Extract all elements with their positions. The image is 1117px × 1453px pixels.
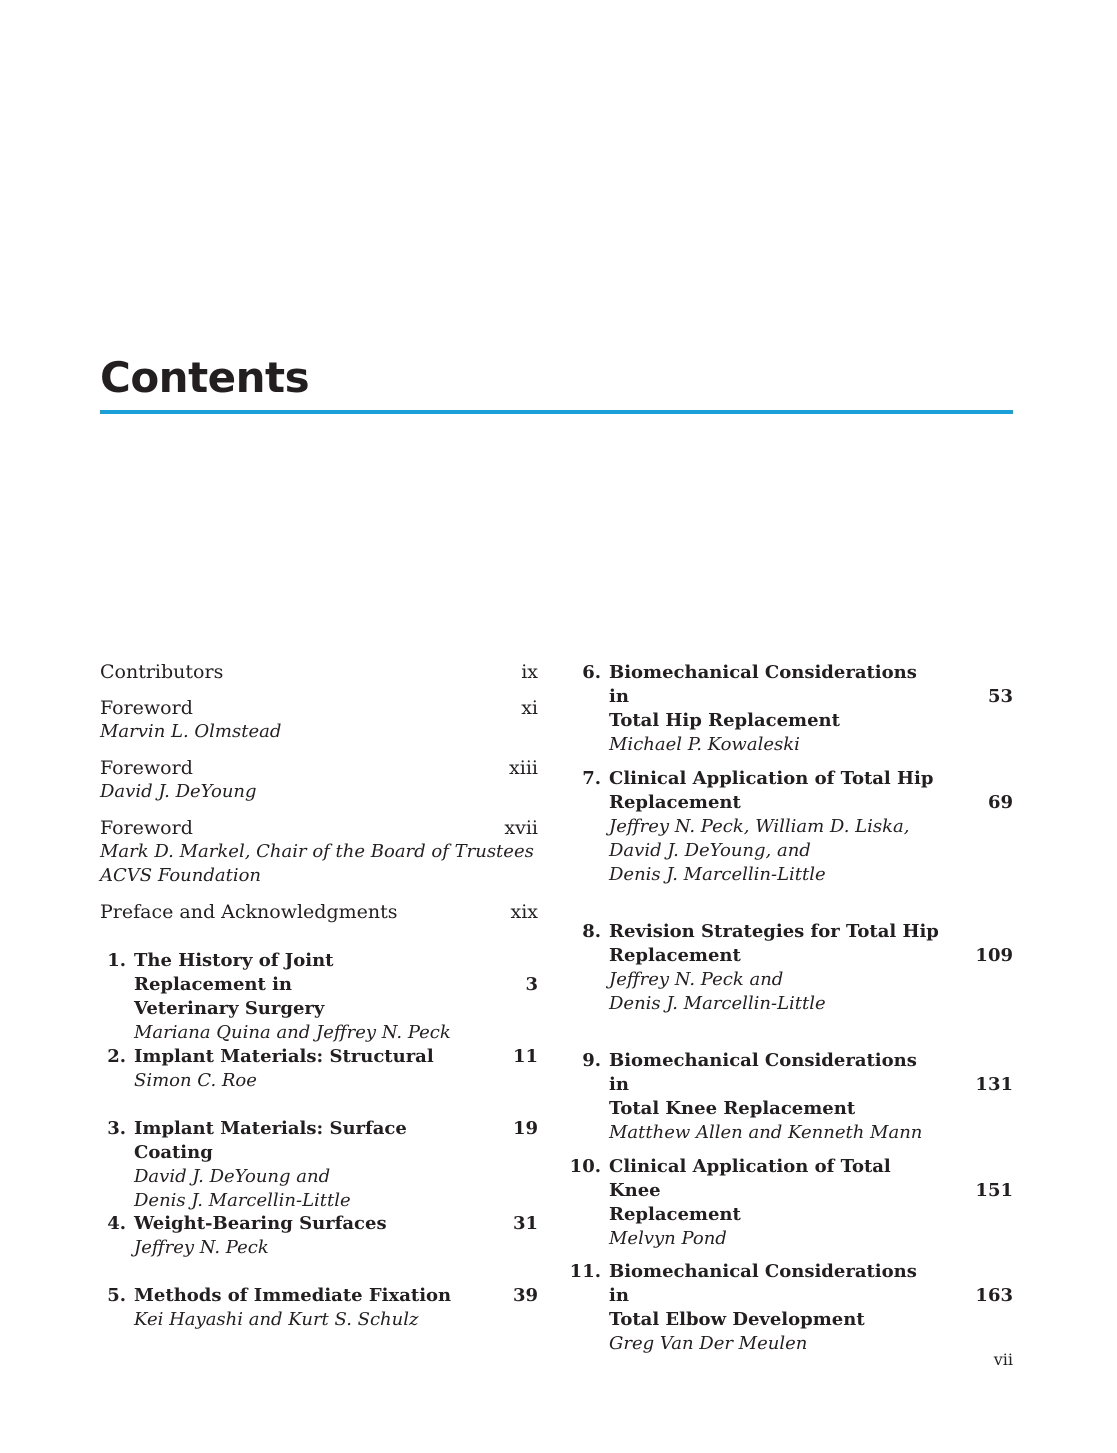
toc-chapter-6[interactable] <box>575 661 1013 757</box>
chapter-title-line-1: Implant Materials: Structural <box>134 1046 434 1067</box>
chapter-title-line-1: Clinical Application of Total Hip <box>609 768 934 789</box>
chapter-page: 151 <box>975 1180 1013 1201</box>
chapter-title-line-2: Total Hip Replacement <box>609 710 840 731</box>
chapter-page: 31 <box>512 1213 538 1234</box>
chapter-authors: Matthew Allen and Kenneth Mann <box>609 1122 923 1143</box>
toc-chapter-3[interactable] <box>100 1117 538 1213</box>
chapter-number: 6. <box>582 662 601 683</box>
chapter-title-line-1: The History of Joint Replacement in <box>134 950 334 995</box>
chapter-title-line-2: Veterinary Surgery <box>134 998 325 1019</box>
entry-page: xix <box>510 901 538 923</box>
chapter-number: 4. <box>107 1213 126 1234</box>
chapter-authors: Greg Van Der Meulen <box>609 1333 808 1354</box>
entry-page: xvii <box>504 817 538 839</box>
toc-chapter-9[interactable] <box>575 1049 1013 1145</box>
toc-entry-contributors[interactable] <box>100 660 538 684</box>
entry-title: Foreword <box>100 817 193 839</box>
chapter-page: 11 <box>512 1046 538 1067</box>
toc-chapter-2[interactable] <box>100 1045 538 1093</box>
chapter-authors-line-1: David J. DeYoung and <box>134 1166 331 1187</box>
chapter-number: 2. <box>107 1046 126 1067</box>
chapter-number: 5. <box>107 1285 126 1306</box>
chapter-title-line-1: Weight-Bearing Surfaces <box>134 1213 387 1234</box>
chapter-title-line-1: Biomechanical Considerations in <box>609 1261 917 1306</box>
chapter-title-line-2: Total Elbow Development <box>609 1309 865 1330</box>
toc-entry-foreword-3[interactable] <box>100 816 538 888</box>
chapter-authors: Simon C. Roe <box>134 1070 257 1091</box>
entry-title: Preface and Acknowledgments <box>100 901 398 923</box>
chapter-authors: Kei Hayashi and Kurt S. Schulz <box>134 1309 419 1330</box>
chapter-number: 10. <box>569 1156 601 1177</box>
chapter-title-line-1: Methods of Immediate Fixation <box>134 1285 452 1306</box>
chapter-title-line-2: Replacement <box>609 1204 741 1225</box>
chapter-authors-line-2: Denis J. Marcellin-Little <box>609 993 826 1014</box>
chapter-title-line-1: Clinical Application of Total Knee <box>609 1156 891 1201</box>
chapter-authors: Melvyn Pond <box>609 1228 727 1249</box>
chapter-title-line-2: Total Knee Replacement <box>609 1098 856 1119</box>
chapter-authors: Mariana Quina and Jeffrey N. Peck <box>134 1022 451 1043</box>
toc-entry-preface[interactable] <box>100 900 538 924</box>
toc-chapter-1[interactable] <box>100 949 538 1045</box>
page-title: Contents <box>100 353 310 402</box>
chapter-number: 1. <box>107 950 126 971</box>
chapter-title-line-1: Biomechanical Considerations in <box>609 1050 917 1095</box>
chapter-number: 11. <box>569 1261 601 1282</box>
entry-author: Mark D. Markel, Chair of the Board of Trustees <box>100 841 534 862</box>
entry-title: Foreword <box>100 697 193 719</box>
entry-page: ix <box>521 661 538 683</box>
toc-chapter-7[interactable] <box>575 767 1013 887</box>
chapter-number: 7. <box>582 768 601 789</box>
chapter-number: 3. <box>107 1118 126 1139</box>
chapter-title-line-1: Revision Strategies for Total Hip <box>609 921 939 942</box>
entry-page: xiii <box>509 757 538 779</box>
entry-author: Marvin L. Olmstead <box>100 721 282 742</box>
toc-chapter-5[interactable] <box>100 1284 538 1332</box>
entry-author: David J. DeYoung <box>100 781 257 802</box>
chapter-page: 53 <box>987 686 1013 707</box>
chapter-title-line-2: Replacement <box>609 792 741 813</box>
chapter-page: 131 <box>975 1074 1013 1095</box>
chapter-title-line-1: Biomechanical Considerations in <box>609 662 917 707</box>
chapter-number: 8. <box>582 921 601 942</box>
toc-chapter-11[interactable] <box>565 1260 1013 1356</box>
chapter-authors: Michael P. Kowaleski <box>609 734 800 755</box>
entry-title: Foreword <box>100 757 193 779</box>
entry-author-affiliation: ACVS Foundation <box>100 865 262 886</box>
toc-chapter-10[interactable] <box>565 1155 1013 1251</box>
chapter-authors-line-1: Jeffrey N. Peck and <box>609 969 784 990</box>
chapter-page: 109 <box>975 945 1013 966</box>
toc-entry-foreword-1[interactable] <box>100 696 538 744</box>
chapter-page: 39 <box>512 1285 538 1306</box>
chapter-page: 19 <box>512 1118 538 1139</box>
chapter-authors-line-2: David J. DeYoung, and <box>609 840 811 861</box>
chapter-title-line-1: Implant Materials: Surface Coating <box>134 1118 407 1163</box>
chapter-page: 3 <box>525 974 538 995</box>
chapter-page: 163 <box>975 1285 1013 1306</box>
toc-entry-foreword-2[interactable] <box>100 756 538 804</box>
chapter-authors: Jeffrey N. Peck <box>134 1237 269 1258</box>
chapter-authors-line-1: Jeffrey N. Peck, William D. Liska, <box>609 816 910 837</box>
chapter-number: 9. <box>582 1050 601 1071</box>
chapter-title-line-2: Replacement <box>609 945 741 966</box>
title-rule <box>100 410 1013 414</box>
chapter-authors-line-2: Denis J. Marcellin-Little <box>134 1190 351 1211</box>
toc-chapter-8[interactable] <box>575 920 1013 1016</box>
entry-title: Contributors <box>100 661 224 683</box>
chapter-authors-line-3: Denis J. Marcellin-Little <box>609 864 826 885</box>
chapter-page: 69 <box>987 792 1013 813</box>
page-number: vii <box>993 1350 1013 1369</box>
toc-chapter-4[interactable] <box>100 1212 538 1260</box>
entry-page: xi <box>521 697 538 719</box>
